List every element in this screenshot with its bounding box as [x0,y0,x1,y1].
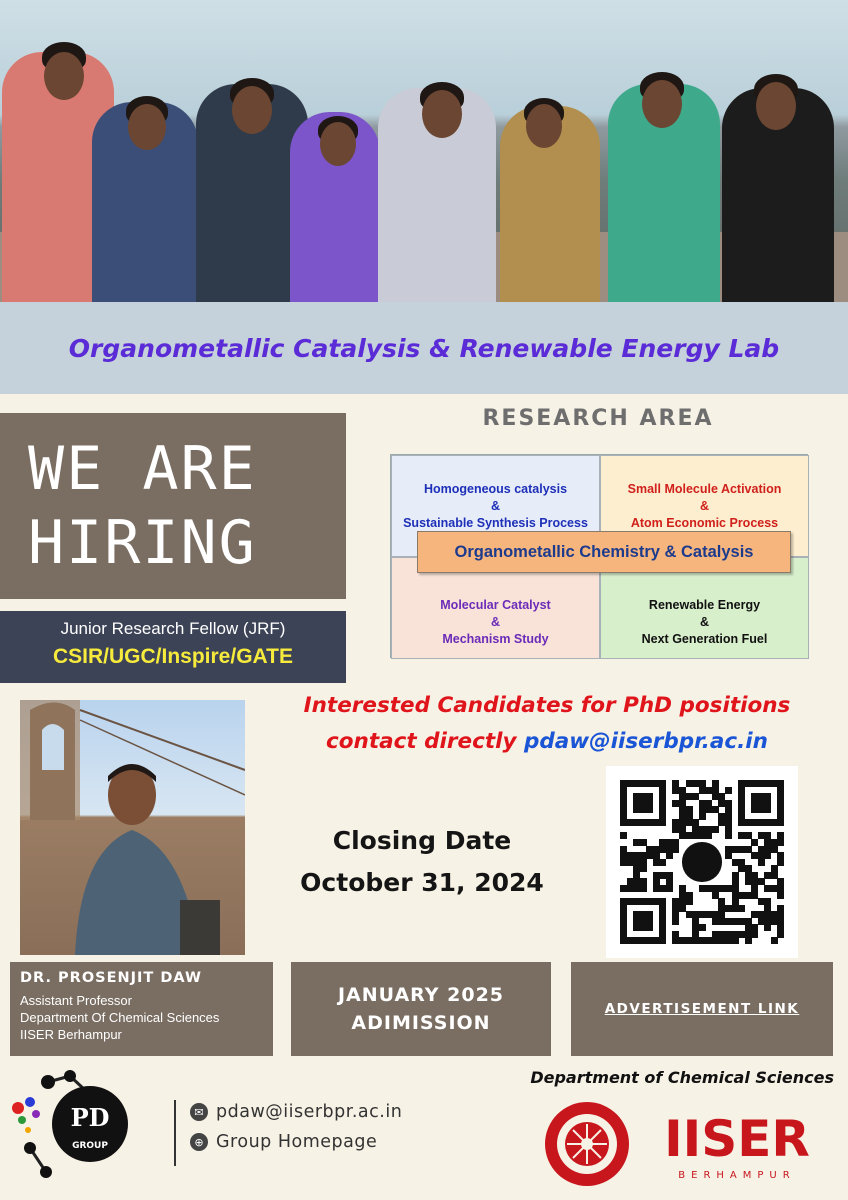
professor-institute: IISER Berhampur [20,1027,122,1042]
research-cell-text: Atom Economic Process [630,515,779,530]
qr-module [666,852,673,859]
mail-icon: ✉ [190,1103,208,1121]
contact-email[interactable]: pdaw@iiserbpr.ac.in [216,1102,403,1122]
hiring-line-2: HIRING [28,508,257,578]
phd-call-to-action [262,688,832,760]
professor-details [20,992,263,1043]
pd-logo-text: PD [70,1103,110,1132]
qr-code[interactable] [606,766,798,958]
group-homepage-link[interactable]: Group Homepage [216,1132,378,1152]
qr-module [732,937,739,944]
qr-module [666,885,673,892]
qr-module [672,846,679,853]
phd-call-prefix: contact directly [326,729,524,754]
lab-title: Organometallic Catalysis & Renewable Energy Lab [68,333,780,363]
contact-email-link[interactable]: pdaw@iiserbpr.ac.in [523,729,768,754]
jrf-eligibility: CSIR/UGC/Inspire/GATE [53,645,293,668]
iiser-logo-graphic [545,1094,840,1194]
research-cell-text: Sustainable Synthesis Process [403,515,588,530]
qr-module [659,859,666,866]
qr-module [777,819,784,826]
phd-call-line-2 [262,724,832,760]
iiser-logo-sub: BERHAMPUR [678,1170,796,1181]
iiser-logo-text: IISER [664,1110,810,1168]
qr-module [751,931,758,938]
qr-module [764,852,771,859]
qr-module [777,892,784,899]
qr-module [738,905,745,912]
research-area-heading: RESEARCH AREA [482,406,714,431]
hiring-line-1: WE ARE [28,434,257,504]
qr-module [640,885,647,892]
professor-card [10,962,273,1056]
person-2-head [128,104,166,150]
qr-module [777,859,784,866]
admission-line-2: ADIMISSION [351,1012,491,1034]
qr-module [672,918,679,925]
person-7-head [642,80,682,128]
qr-module [659,819,666,826]
contact-block [174,1100,402,1166]
research-cell-text: Renewable Energy [648,597,761,612]
qr-module [646,806,653,813]
research-cell-amp: & [699,498,710,513]
contact-homepage-row[interactable] [190,1130,402,1154]
qr-module [699,924,706,931]
qr-module [712,826,719,833]
jrf-box [0,611,346,683]
admission-card [291,962,551,1056]
research-cell-amp: & [699,614,710,629]
qr-module [758,859,765,866]
qr-module [659,937,666,944]
research-cell-text: Mechanism Study [442,631,549,646]
person-5-head [422,90,462,138]
research-cell-amp: & [490,614,501,629]
hiring-banner [0,413,346,599]
professor-photo [20,700,245,955]
qr-module [705,832,712,839]
globe-icon: ⊕ [190,1133,208,1151]
qr-center-dot [682,842,721,881]
qr-module [777,931,784,938]
professor-title: Assistant Professor [20,993,132,1008]
advertisement-card [571,962,833,1056]
qr-module [725,787,732,794]
qr-module [764,806,771,813]
research-area-grid [390,454,808,658]
phd-call-line-1: Interested Candidates for PhD positions [303,693,791,718]
admission-line-1: JANUARY 2025 [337,984,505,1006]
group-photo [0,0,848,302]
qr-module [686,898,693,905]
research-cell-text: Homogeneous catalysis [423,481,568,496]
qr-module [646,924,653,931]
department-footer: Department of Chemical Sciences [530,1068,834,1087]
iiser-logo [545,1094,840,1194]
qr-module [771,937,778,944]
closing-date-value: October 31, 2024 [300,868,544,897]
research-cell-text: Next Generation Fuel [641,631,768,646]
qr-module [777,839,784,846]
person-4-head [320,122,356,166]
professor-photo-illustration [20,700,245,955]
person-8-head [756,82,796,130]
research-cell-text: Molecular Catalyst [440,597,551,612]
pd-group-logo-graphic [10,1068,135,1193]
lab-title-band [0,302,848,394]
qr-module [699,813,706,820]
pd-group-logo [10,1068,135,1193]
research-cell-text: Small Molecule Activation [627,481,782,496]
professor-name: DR. PROSENJIT DAW [20,970,202,986]
person-3-head [232,86,272,134]
qr-module [620,832,627,839]
qr-module [640,865,647,872]
professor-department: Department Of Chemical Sciences [20,1010,220,1025]
jrf-position: Junior Research Fellow (JRF) [60,619,286,638]
qr-module [745,937,752,944]
advertisement-link[interactable]: ADVERTISEMENT LINK [604,1001,800,1017]
contact-email-row[interactable] [190,1100,402,1124]
person-6-head [526,104,562,148]
pd-logo-sub: GROUP [72,1141,108,1151]
research-cell-amp: & [490,498,501,513]
closing-date-label: Closing Date [332,826,512,855]
closing-date-block [272,820,572,904]
person-1-head [44,52,84,100]
qr-code-modules [620,780,784,944]
qr-module [725,832,732,839]
research-center-label: Organometallic Chemistry & Catalysis [417,531,791,573]
qr-module [764,924,771,931]
